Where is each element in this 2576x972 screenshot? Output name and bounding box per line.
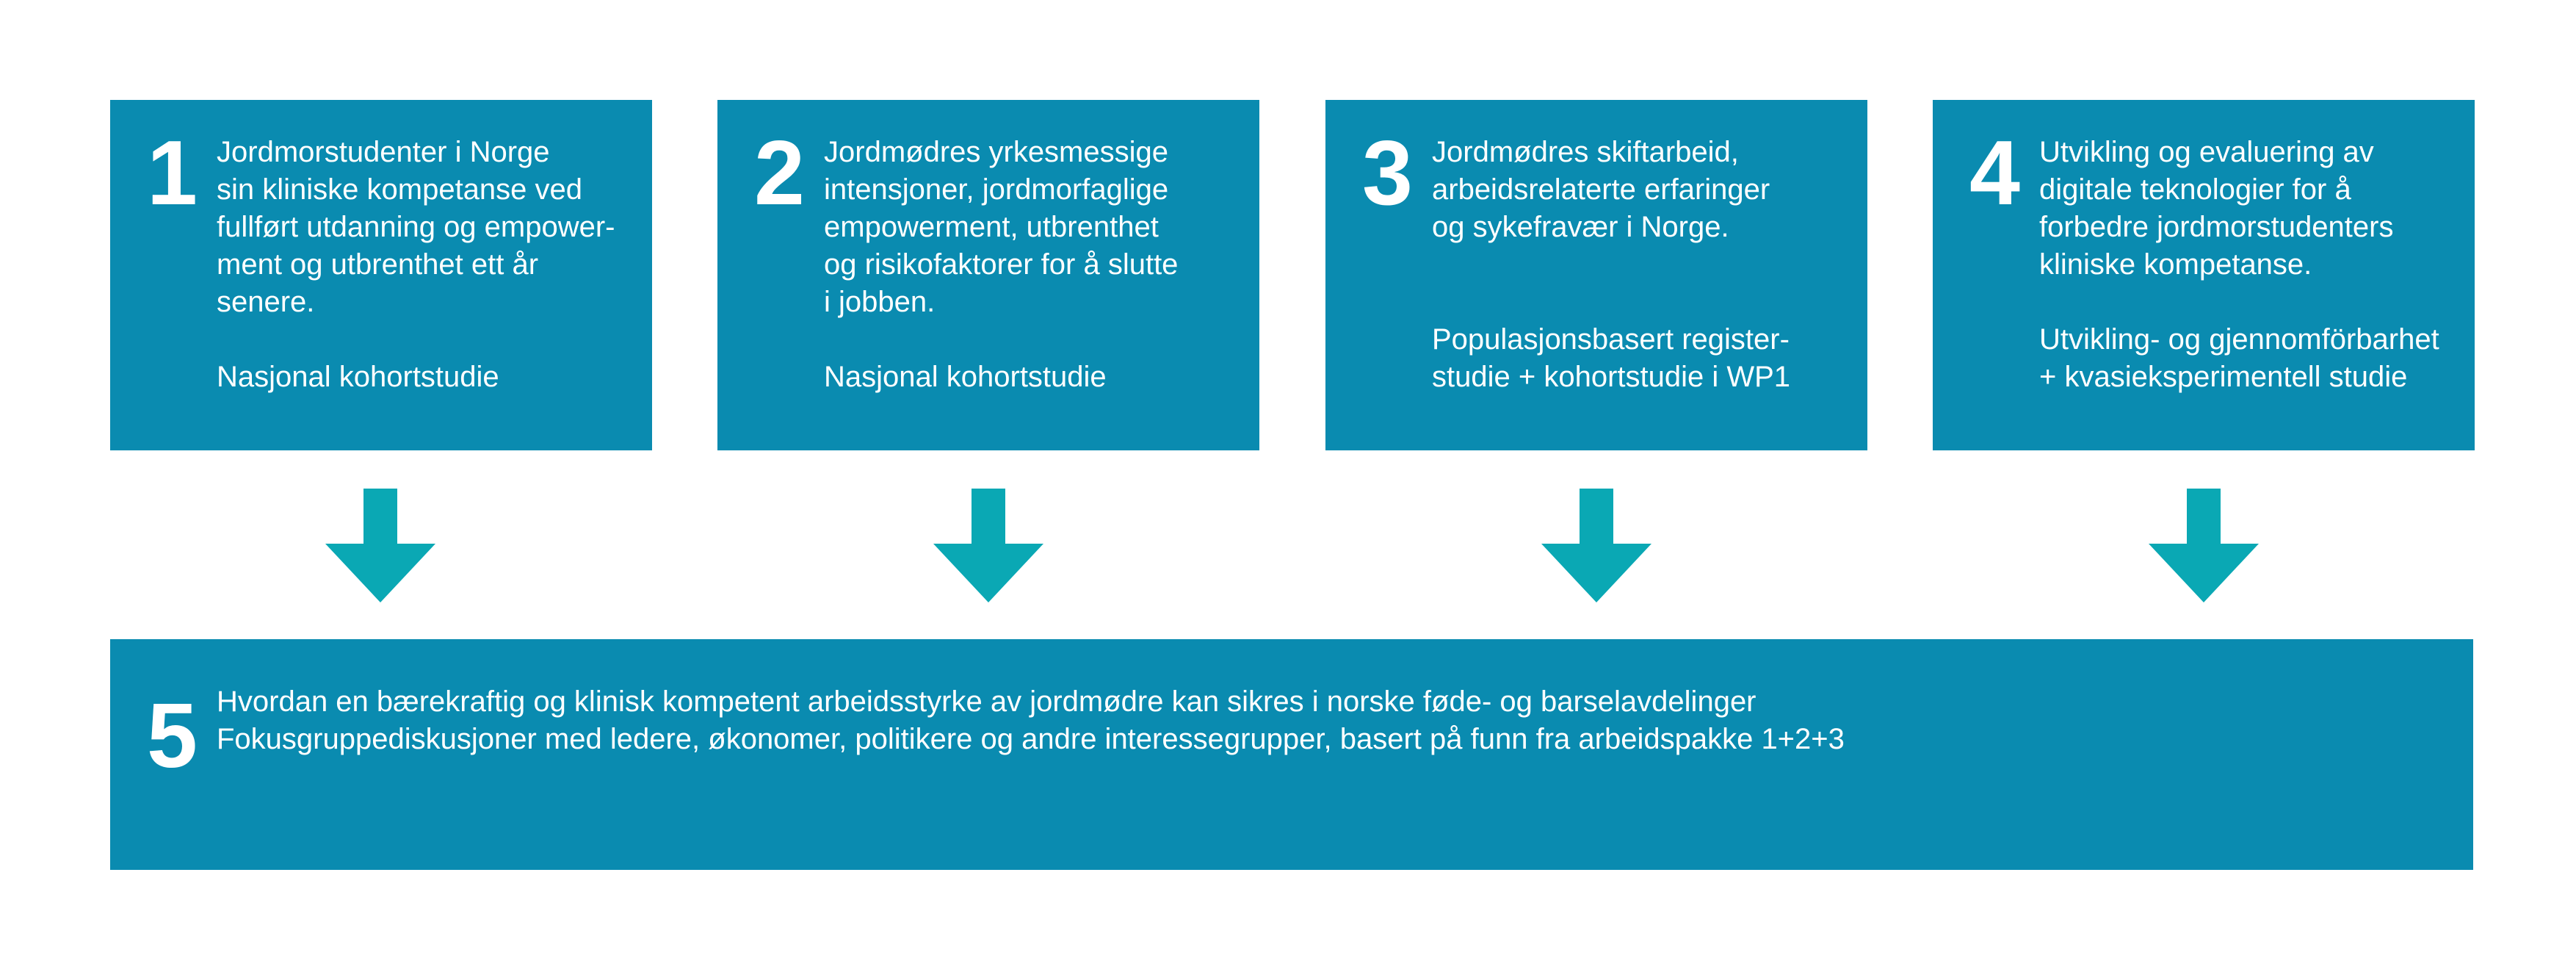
- arrow-down-icon: [2149, 489, 2259, 602]
- description-line: sin kliniske kompetanse ved: [217, 173, 583, 206]
- workpackage-number: 2: [754, 123, 805, 224]
- workpackage-number: 5: [147, 685, 198, 787]
- workpackage-4-box: [1933, 100, 2475, 450]
- workpackage-number: 4: [1969, 123, 2020, 224]
- workpackage-description: [824, 134, 1252, 396]
- description-line: Utvikling og evaluering av: [2039, 136, 2374, 168]
- workpackage-description: [2039, 134, 2467, 396]
- description-line: ment og utbrenthet ett år: [217, 248, 539, 281]
- workpackage-2-box: [717, 100, 1259, 450]
- method-line: Utvikling- og gjennomförbarhet: [2039, 323, 2439, 356]
- arrow-down-icon: [933, 489, 1043, 602]
- method-line: Nasjonal kohortstudie: [824, 361, 1107, 393]
- description-line: senere.: [217, 286, 315, 318]
- description-line: Jordmødres skiftarbeid,: [1432, 136, 1739, 168]
- method-line: Nasjonal kohortstudie: [217, 361, 499, 393]
- description-line: i jobben.: [824, 286, 936, 318]
- arrow-down-icon: [325, 489, 435, 602]
- description-line: fullført utdanning og empower-: [217, 211, 615, 243]
- description-line: digitale teknologier for å: [2039, 173, 2351, 206]
- description-line: Jordmorstudenter i Norge: [217, 136, 550, 168]
- method-line: studie + kohortstudie i WP1: [1432, 361, 1791, 393]
- description-line: empowerment, utbrenthet: [824, 211, 1159, 243]
- workpackage-1-box: [110, 100, 652, 450]
- workpackage-number: 3: [1362, 123, 1413, 224]
- arrow-down-icon: [1541, 489, 1651, 602]
- description-line: arbeidsrelaterte erfaringer: [1432, 173, 1770, 206]
- description-line: og sykefravær i Norge.: [1432, 211, 1729, 243]
- workpackage-5-box: [110, 639, 2473, 870]
- description-line: Jordmødres yrkesmessige: [824, 136, 1169, 168]
- method-line: Populasjonsbasert register-: [1432, 323, 1790, 356]
- description-line: Hvordan en bærekraftig og klinisk kompetent arbeidsstyrke av jordmødre kan sikres i norske føde- og barselavdelinger: [217, 685, 1756, 718]
- method-line: Fokusgruppediskusjoner med ledere, økonomer, politikere og andre interessegrupper, basert på funn fra arbeidspakke 1+2+3: [217, 723, 1845, 755]
- description-line: og risikofaktorer for å slutte: [824, 248, 1179, 281]
- workpackage-3-box: [1325, 100, 1867, 450]
- description-line: forbedre jordmorstudenters: [2039, 211, 2394, 243]
- workpackage-description: [1432, 134, 1860, 396]
- method-line: + kvasieksperimentell studie: [2039, 361, 2408, 393]
- description-line: intensjoner, jordmorfaglige: [824, 173, 1169, 206]
- workpackage-description: [217, 134, 645, 396]
- description-line: kliniske kompetanse.: [2039, 248, 2312, 281]
- workpackage-description: [217, 683, 2444, 758]
- workpackage-number: 1: [147, 123, 198, 224]
